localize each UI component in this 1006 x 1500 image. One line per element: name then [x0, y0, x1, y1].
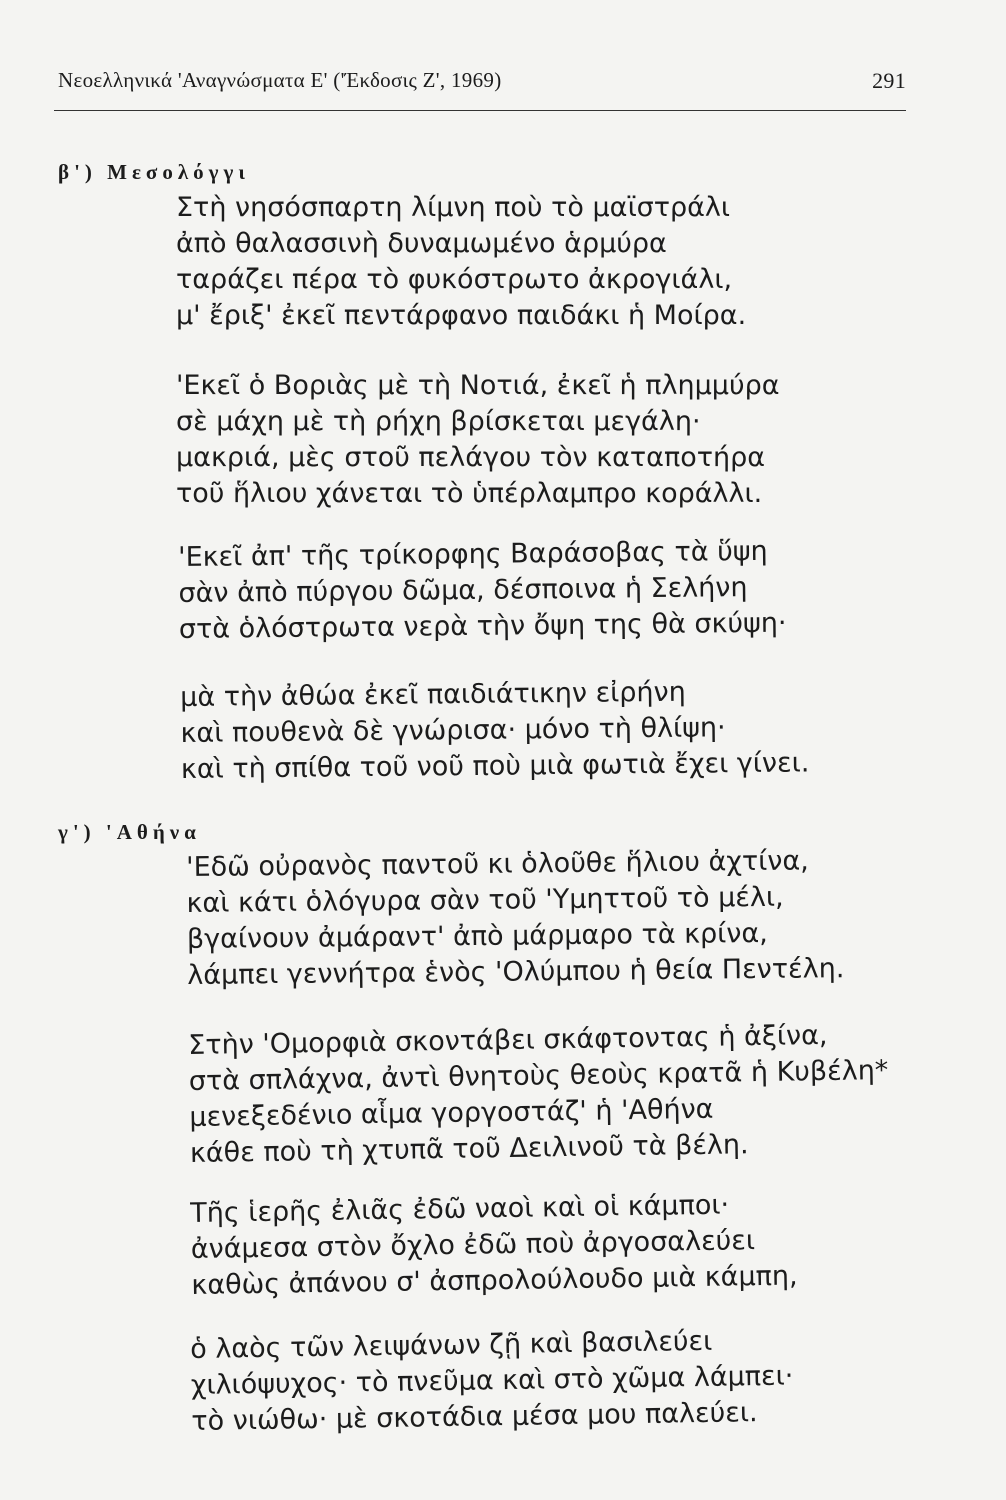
stanza: [176, 190, 746, 334]
poem-line: Στὴν 'Ομορφιὰ σκοντάβει σκάφτοντας ἡ ἀξίνα,: [188, 1019, 828, 1061]
stanza: [178, 534, 787, 648]
poem-line: στὰ σπλάχνα, ἀντὶ θνητοὺς θεοὺς κρατᾶ ἡ Κυβέλη*: [188, 1055, 889, 1097]
section-title-athina: γ') 'Αθήνα: [58, 820, 201, 844]
page-number: 291: [872, 68, 906, 93]
poem-line: σὰν ἀπὸ πύργου δῶμα, δέσποινα ἡ Σελήνη: [178, 572, 748, 609]
poem-line: ὁ λαὸς τῶν λειψάνων ζῇ καὶ βασιλεύει: [190, 1325, 713, 1365]
poem-line: χιλιόψυχος· τὸ πνεῦμα καὶ στὸ χῶμα λάμπει·: [190, 1360, 794, 1401]
stanza: [188, 1017, 890, 1172]
poem-line: Στὴ νησόσπαρτη λίμνη ποὺ τὸ μαϊστράλι: [176, 192, 731, 223]
stanza: [180, 673, 810, 788]
section-title-mesolongi: β') Μεσολόγγι: [58, 160, 250, 184]
poem-line: μακριά, μὲς στοῦ πελάγου τὸν καταποτήρα: [176, 442, 766, 473]
header-rule: [54, 110, 906, 111]
stanza: [186, 843, 845, 994]
stanza: [190, 1186, 798, 1304]
running-head-title: Νεοελληνικά 'Αναγνώσματα Ε' ('Έκδοσις Ζ', 1969): [58, 68, 502, 92]
poem-line: ἀπὸ θαλασσινὴ δυναμωμένο ἁρμύρα: [176, 228, 667, 259]
poem-line: βγαίνουν ἀμάραντ' ἀπὸ μάρμαρο τὰ κρίνα,: [186, 917, 768, 955]
poem-line: μὰ τὴν ἀθώα ἐκεῖ παιδιάτικην εἰρήνη: [180, 676, 686, 713]
poem-line: Τῆς ἱερῆς ἐλιᾶς ἐδῶ ναοὶ καὶ οἱ κάμποι·: [190, 1189, 730, 1229]
poem-line: τοῦ ἥλιου χάνεται τὸ ὑπέρλαμπρο κοράλλι.: [176, 478, 763, 509]
poem-line: 'Εδῶ οὐρανὸς παντοῦ κι ὁλοῦθε ἥλιου ἀχτίνα,: [186, 845, 809, 883]
poem-line: καὶ τὴ σπίθα τοῦ νοῦ ποὺ μιὰ φωτιὰ ἔχει γίνει.: [180, 747, 810, 785]
running-head: [58, 68, 906, 93]
poem-line: λάμπει γεννήτρα ἑνὸς 'Ολύμπου ἡ θεία Πεντέλη.: [187, 953, 845, 991]
poem-line: 'Εκεῖ ἀπ' τῆς τρίκορφης Βαράσοβας τὰ ὕψη: [178, 535, 768, 573]
poem-line: 'Εκεῖ ὁ Βοριὰς μὲ τὴ Νοτιά, ἐκεῖ ἡ πλημμύρα: [176, 370, 780, 401]
poem-line: τὸ νιώθω· μὲ σκοτάδια μέσα μου παλεύει.: [191, 1397, 758, 1437]
poem-line: καὶ κάτι ὁλόγυρα σὰν τοῦ 'Υμηττοῦ τὸ μέλι,: [186, 881, 784, 919]
poem-line: μ' ἔριξ' ἐκεῖ πεντάρφανο παιδάκι ἡ Μοίρα.: [176, 300, 747, 331]
poem-line: σὲ μάχη μὲ τὴ ρήχη βρίσκεται μεγάλη·: [176, 406, 701, 437]
poem-line: καὶ πουθενὰ δὲ γνώρισα· μόνο τὴ θλίψη·: [180, 712, 726, 749]
poem-line: στὰ ὁλόστρωτα νερὰ τὴν ὄψη της θὰ σκύψη·: [178, 607, 787, 645]
poem-line: μενεξεδένιο αἷμα γοργοστάζ' ἡ 'Αθήνα: [189, 1093, 714, 1133]
stanza: [176, 368, 780, 512]
stanza: [190, 1323, 794, 1440]
poem-line: ταράζει πέρα τὸ φυκόστρωτο ἀκρογιάλι,: [176, 264, 733, 295]
poem-line: καθὼς ἀπάνου σ' ἀσπρολούλουδο μιὰ κάμπη,: [191, 1260, 798, 1301]
poem-line: ἀνάμεσα στὸν ὄχλο ἐδῶ ποὺ ἀργοσαλεύει: [190, 1225, 756, 1265]
poem-line: κάθε ποὺ τὴ χτυπᾶ τοῦ Δειλινοῦ τὰ βέλη.: [189, 1129, 749, 1169]
